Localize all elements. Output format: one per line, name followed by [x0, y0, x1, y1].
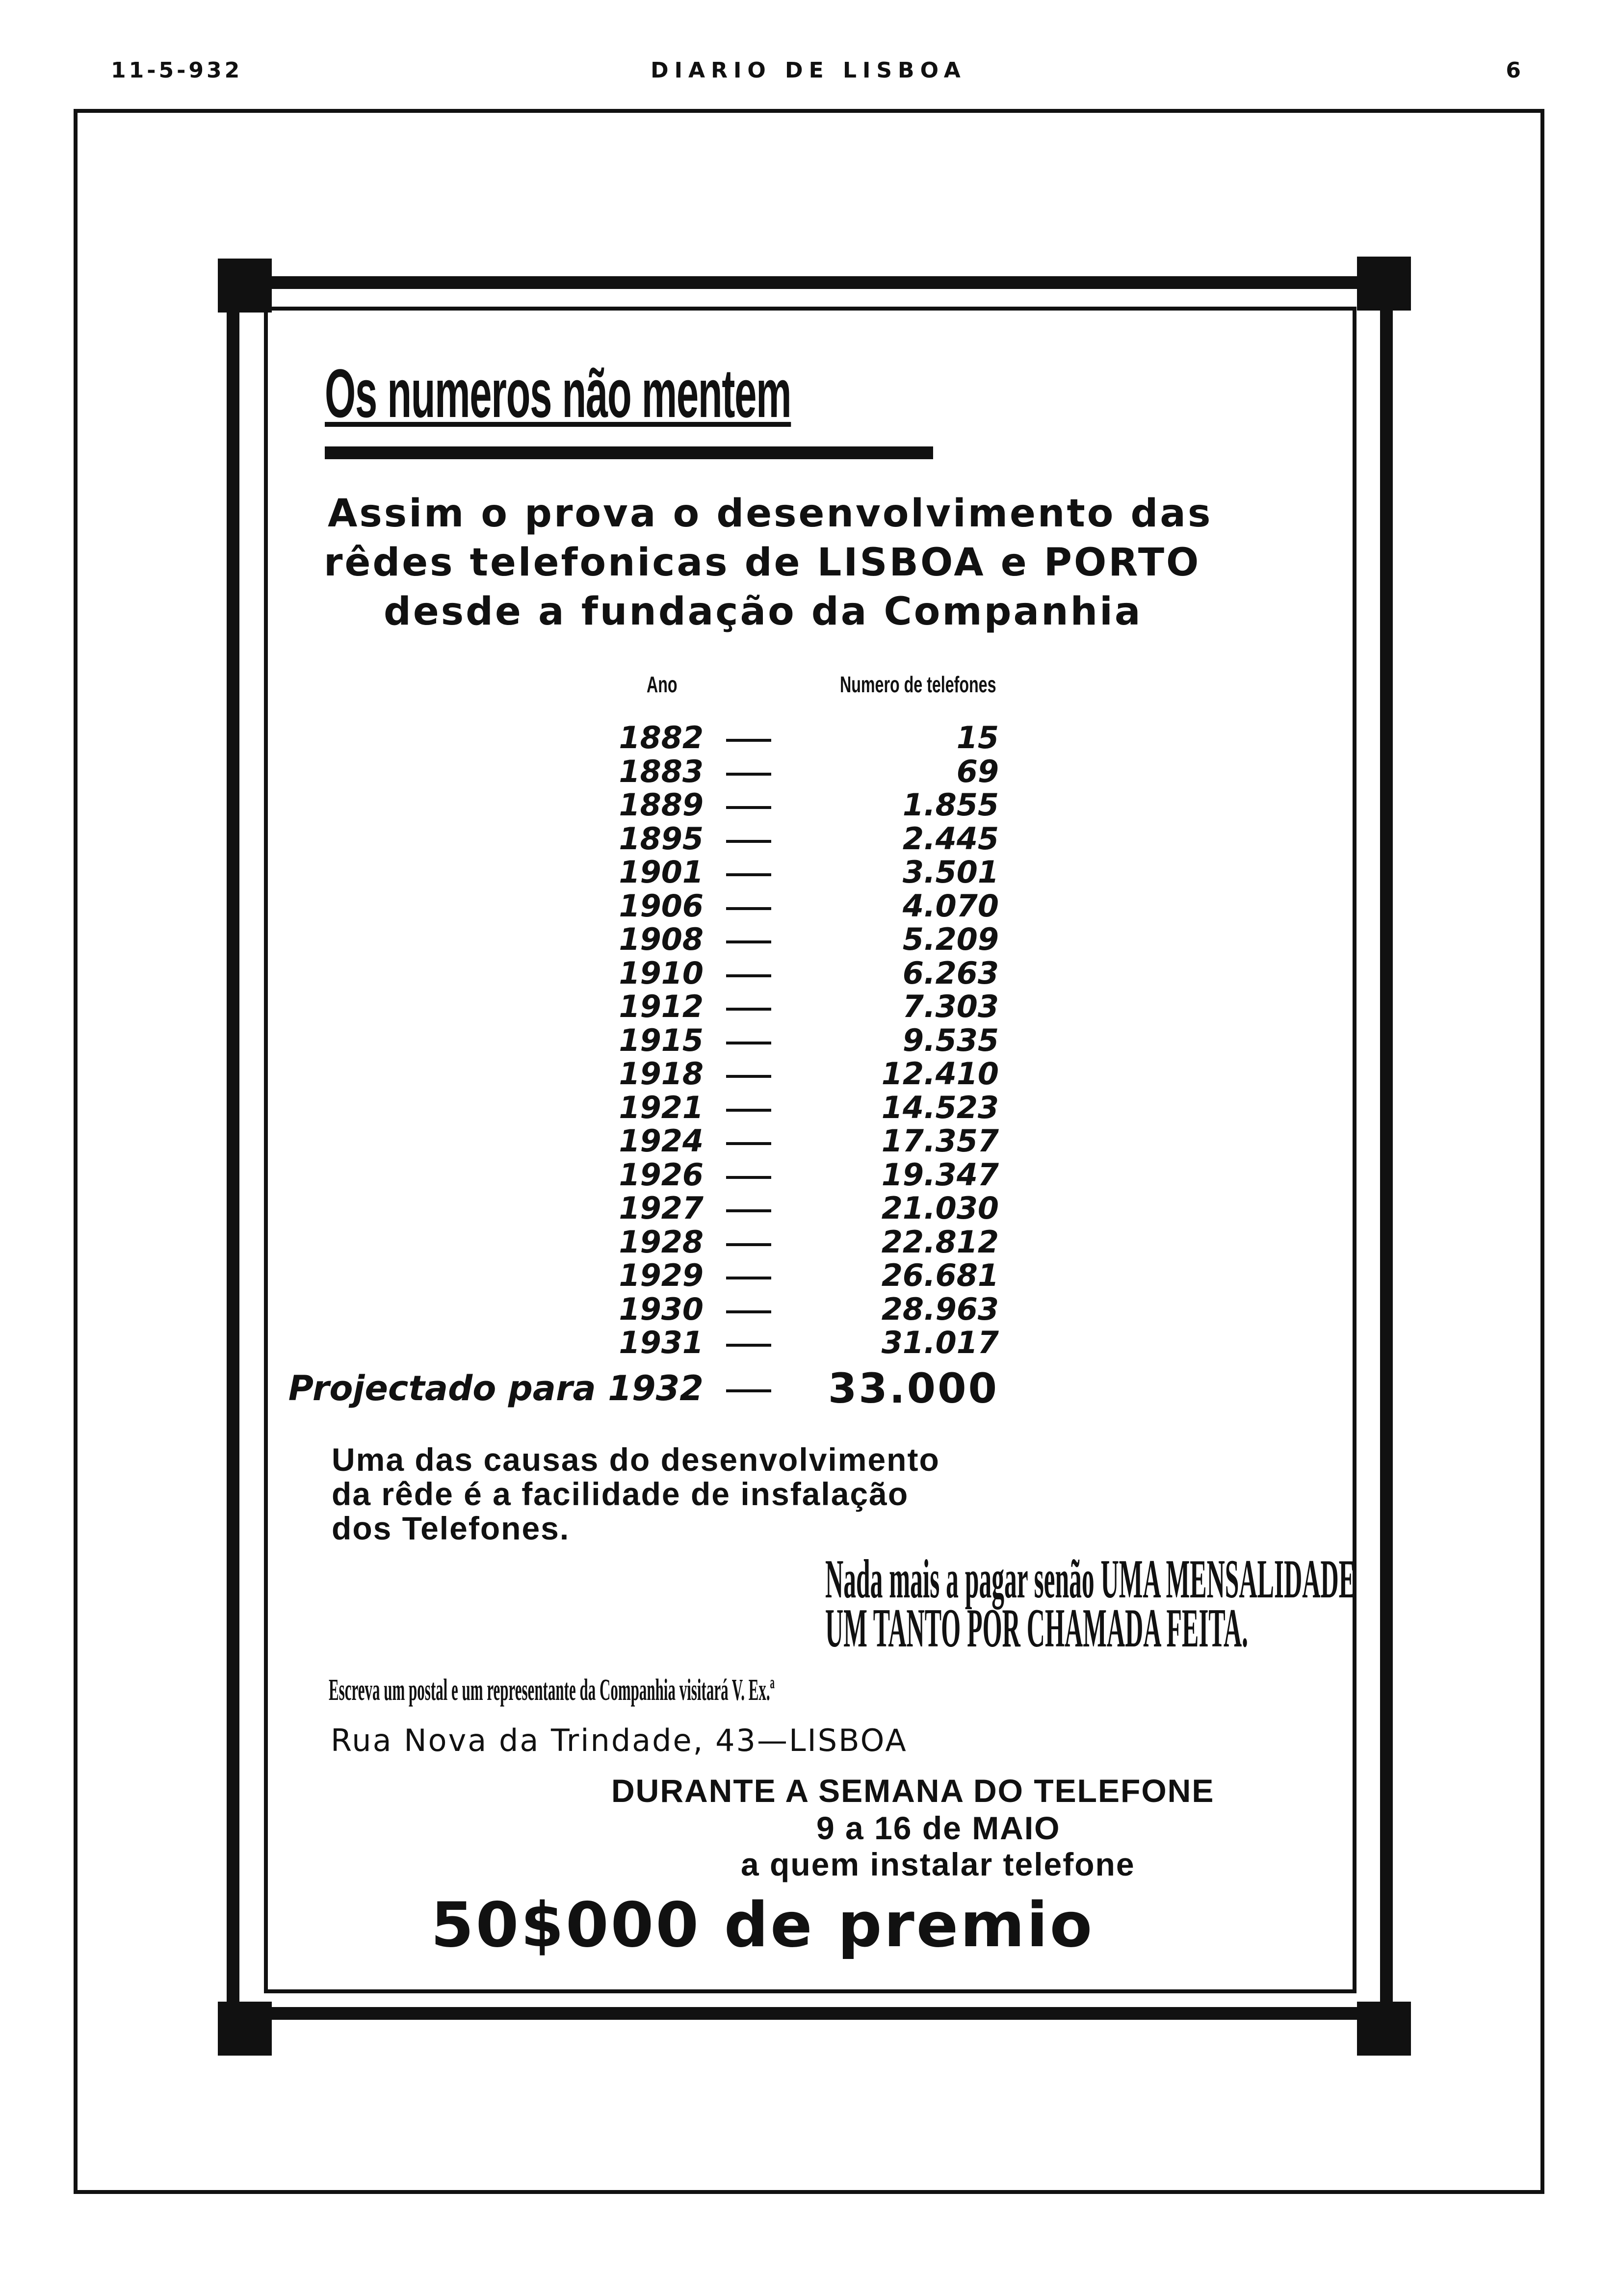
row-dash	[726, 1176, 771, 1179]
payment-line-2: UM TANTO POR CHAMADA FEITA.	[825, 1598, 1249, 1659]
row-year: 1908	[619, 921, 704, 957]
payment-line-1: Nada mais a pagar senão UMA MENSALIDADE	[825, 1549, 1356, 1610]
row-dash	[726, 873, 771, 876]
table-row	[0, 755, 1617, 788]
table-row	[0, 1226, 1617, 1259]
row-year: 1901	[619, 854, 704, 890]
promo-line-2: 9 a 16 de MAIO	[816, 1810, 1061, 1846]
row-dash	[726, 806, 771, 809]
column-header-count: Numero de telefones	[840, 672, 996, 697]
row-count: 6.263	[902, 955, 999, 991]
row-count: 12.410	[881, 1056, 999, 1092]
page-top-rule	[74, 109, 1544, 113]
row-dash	[726, 1277, 771, 1279]
row-dash	[726, 1142, 771, 1145]
row-year: 1924	[619, 1123, 704, 1159]
promo-line-1: DURANTE A SEMANA DO TELEFONE	[611, 1773, 1215, 1809]
table-row	[0, 1024, 1617, 1057]
row-count: 28.963	[881, 1291, 999, 1327]
table-row	[0, 822, 1617, 856]
row-dash	[726, 1008, 771, 1011]
table-row	[0, 856, 1617, 889]
row-dash	[726, 1310, 771, 1313]
row-year: 1883	[619, 754, 704, 789]
row-year: 1906	[619, 888, 704, 924]
row-dash	[726, 1389, 771, 1392]
ad-headline: Os numeros não mentem	[325, 355, 791, 432]
row-year: 1912	[619, 989, 704, 1024]
row-count: 4.070	[902, 888, 999, 924]
row-count: 1.855	[902, 787, 999, 823]
projected-value: 33.000	[828, 1364, 999, 1412]
row-count: 5.209	[902, 921, 999, 957]
column-header-year: Ano	[647, 672, 678, 697]
row-dash	[726, 907, 771, 910]
table-row	[0, 1293, 1617, 1326]
row-count: 31.017	[881, 1325, 999, 1360]
projected-row	[0, 1364, 1617, 1412]
row-year: 1882	[619, 720, 704, 756]
row-year: 1915	[619, 1022, 704, 1058]
issue-date: 11-5-932	[111, 58, 243, 83]
row-count: 7.303	[902, 989, 999, 1024]
newspaper-title: DIARIO DE LISBOA	[651, 58, 966, 83]
cause-line-3: dos Telefones.	[332, 1510, 570, 1546]
row-count: 9.535	[902, 1022, 999, 1058]
row-year: 1931	[619, 1325, 704, 1360]
row-count: 17.357	[881, 1123, 999, 1159]
table-row	[0, 1259, 1617, 1292]
row-count: 15	[956, 720, 999, 756]
row-count: 19.347	[881, 1157, 999, 1193]
table-row	[0, 1158, 1617, 1192]
postal-note: Escreva um postal e um representante da Companhia visitará V. Ex.ª	[329, 1673, 775, 1707]
row-year: 1929	[619, 1257, 704, 1293]
row-year: 1928	[619, 1224, 704, 1260]
frame-corner-bottom-right	[1357, 2002, 1411, 2056]
row-dash	[726, 1075, 771, 1078]
row-dash	[726, 773, 771, 776]
row-year: 1926	[619, 1157, 704, 1193]
row-count: 69	[956, 754, 999, 789]
frame-corner-bottom-left	[218, 2002, 272, 2056]
row-dash	[726, 974, 771, 977]
table-row	[0, 990, 1617, 1023]
row-dash	[726, 1109, 771, 1112]
page-number: 6	[1506, 58, 1524, 83]
row-dash	[726, 1344, 771, 1347]
row-year: 1930	[619, 1291, 704, 1327]
table-row	[0, 957, 1617, 990]
table-row	[0, 1124, 1617, 1158]
intro-line-3: desde a fundação da Companhia	[384, 590, 1143, 634]
row-dash	[726, 840, 771, 843]
table-row	[0, 1326, 1617, 1359]
page-bottom-rule	[74, 2190, 1544, 2194]
row-dash	[726, 1209, 771, 1212]
row-count: 14.523	[881, 1090, 999, 1125]
headline-rule	[325, 446, 933, 459]
prize-text: 50$000 de premio	[431, 1889, 1095, 1961]
table-row	[0, 889, 1617, 923]
table-row	[0, 1091, 1617, 1124]
table-row	[0, 1192, 1617, 1225]
row-dash	[726, 940, 771, 943]
row-year: 1927	[619, 1190, 704, 1226]
row-count: 22.812	[881, 1224, 999, 1260]
row-count: 26.681	[881, 1257, 999, 1293]
row-dash	[726, 1243, 771, 1246]
row-count: 2.445	[902, 821, 999, 857]
company-address: Rua Nova da Trindade, 43—LISBOA	[331, 1722, 908, 1758]
table-row	[0, 923, 1617, 956]
row-dash	[726, 739, 771, 742]
row-year: 1895	[619, 821, 704, 857]
row-count: 3.501	[902, 854, 999, 890]
intro-line-1: Assim o prova o desenvolvimento das	[328, 492, 1213, 536]
frame-corner-top-right	[1357, 257, 1411, 311]
row-dash	[726, 1042, 771, 1044]
cause-line-1: Uma das causas do desenvolvimento	[332, 1441, 940, 1478]
row-year: 1889	[619, 787, 704, 823]
row-year: 1918	[619, 1056, 704, 1092]
projected-label: Projectado para 1932	[288, 1368, 704, 1409]
table-row	[0, 721, 1617, 755]
table-row	[0, 1057, 1617, 1091]
row-year: 1921	[619, 1090, 704, 1125]
table-row	[0, 788, 1617, 822]
row-count: 21.030	[881, 1190, 999, 1226]
row-year: 1910	[619, 955, 704, 991]
cause-line-2: da rêde é a facilidade de insfalação	[332, 1476, 909, 1512]
intro-line-2: rêdes telefonicas de LISBOA e PORTO	[324, 541, 1201, 585]
frame-corner-top-left	[218, 259, 272, 313]
promo-line-3: a quem instalar telefone	[741, 1846, 1135, 1882]
